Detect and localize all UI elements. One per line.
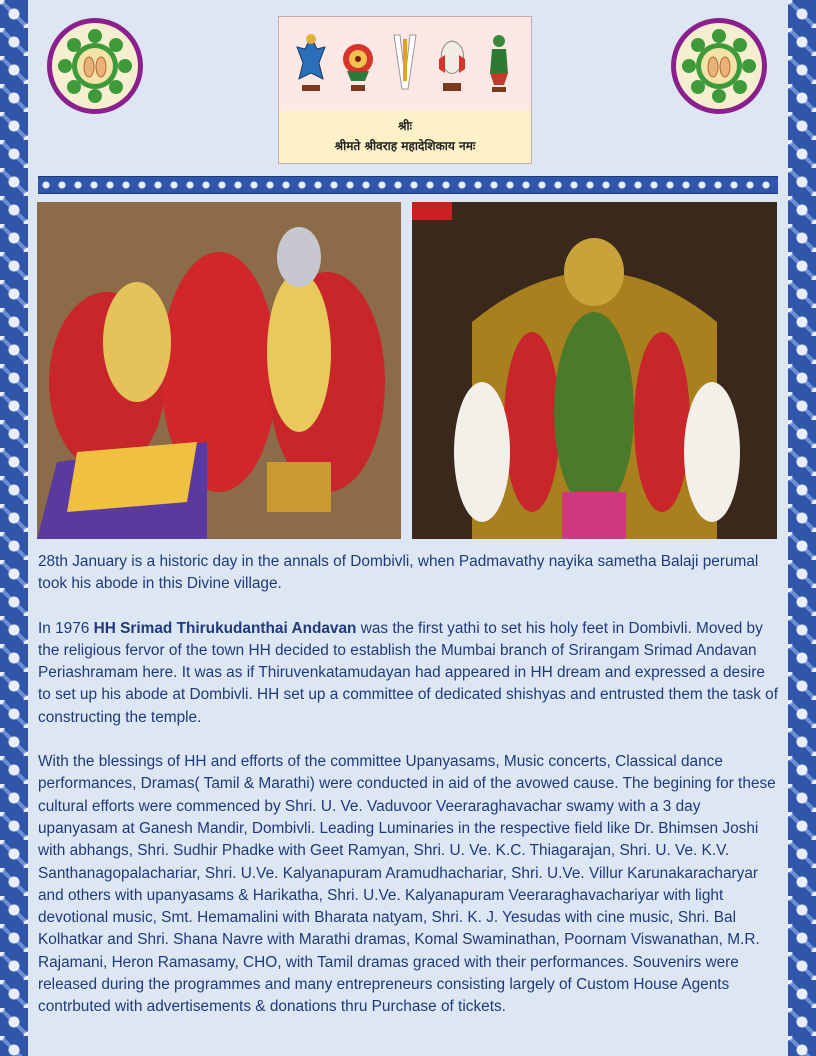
deity-photo-right [412,202,777,539]
paragraph-cultural-efforts: With the blessings of HH and efforts of the committee Upanyasams, Music concerts, Classical dance performances, Dramas( Tamil & Marathi) were conducted in aid of the avowed cause. The begining for these cultural efforts were commenced by Shri. U. Ve. Vaduvoor Veeraraghavachar swamy with a 3 day upanyasam at Ganesh Mandir, Dombivli. Leading Luminaries in the respective field like Dr. Bhimsen Joshi with abhangs, Shri. Sudhir Phadke with Geet Ramyan, Shri. U. Ve. K.C. Thiagarajan, Shri. U. Ve. K.V. Santhanagopalachariar, Shri. U.Ve. Kalyanapuram Aramudhachariar, Shri. U.Ve. Villur Karunakaracharyar and others with upanyasams & Harikatha, Shri. U.Ve. Kalyanapuram Veeraraghavachariyar with light devotional music, Smt. Hemamalini with Bharata natyam, Shri. K. J. Yesudas with cine music, Shri. Bal Kolhatkar and Shri. Shana Navre with Marathi dramas, Komal Swaminathan, Poornam Viswanathan, M.R. Rajamani, Heron Ramasamy, CHO, with Tamil dramas graced with their performances. Souvenirs were released during the programmes and many entrepreneurs consisting largely of Custom House Agents contrbuted with advertisements & donations thru Purchase of tickets. [38,753,776,1016]
garuda-icon [292,29,330,99]
paragraph-history-pre: In 1976 [38,619,94,637]
right-decorative-border [788,0,816,1056]
header-icon-row [279,17,531,111]
paragraph-history-bold-name: HH Srimad Thirukudanthai Andavan [93,619,357,637]
paragraph-history-post: was the first yathi to set his holy feet in Dombivli. Moved by the religious fervor of the town HH decided to establish the Mumbai branch of Srirangam Srimad Andavan Periashramam here. It was as if Thiruvenkatamudayan had appeared in HH dream and expressed a desire to set up his abode at Dombivli. HH set up a committee of dedicated shishyas and entrusted them the task of constructing the temple. [38,619,779,726]
shankha-icon [433,29,471,99]
lotus-feet-emblem-icon [671,18,767,114]
chakra-icon [339,29,377,99]
header-invocation-text [279,111,531,163]
paragraph-intro: 28th January is a historic day in the annals of Dombivli, when Padmavathy nayika sametha Balaji perumal took his abode in this Divine village. [38,553,759,593]
deity-photo-left [37,202,401,539]
hanuman-icon [480,29,518,99]
page-content [28,0,788,1056]
namam-icon [386,29,424,99]
header-invocation-box [278,16,532,164]
paragraph-history [38,618,778,729]
lotus-feet-emblem-icon [47,18,143,114]
invocation-line-2: श्रीमते श्रीवराह महादेशिकाय नमः [334,139,476,153]
article-body [38,551,778,1041]
invocation-line-1: श्रीः [397,119,413,133]
left-decorative-border [0,0,28,1056]
decorative-divider [38,176,778,194]
